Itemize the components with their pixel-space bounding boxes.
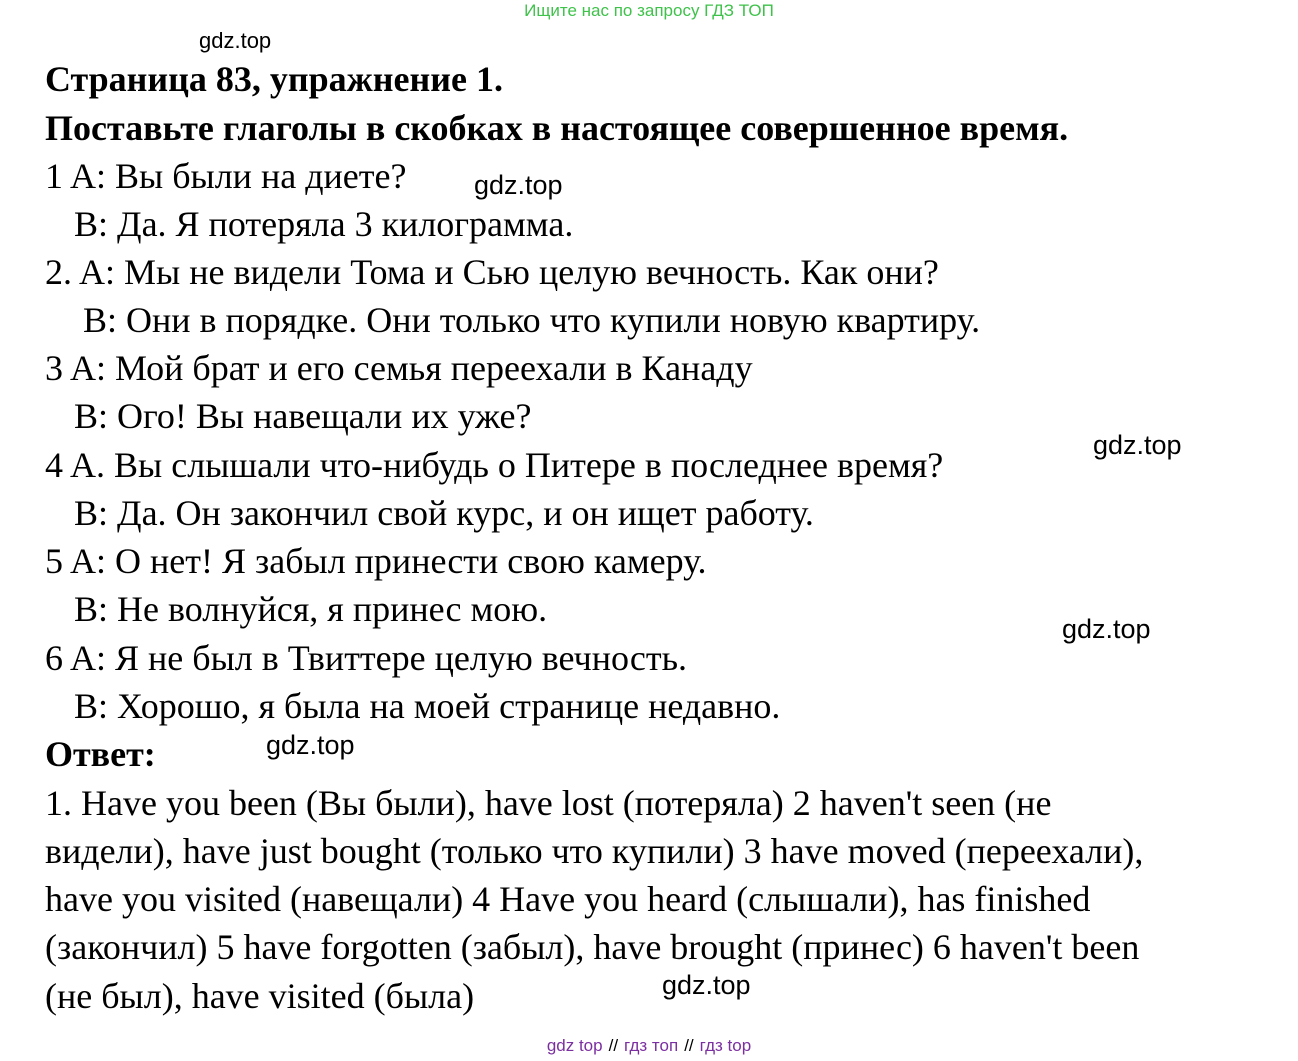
answer-line: (закончил) 5 have forgotten (забыл), have brought (принес) 6 haven't been [45,927,1140,967]
dialogue-line: 5 A: О нет! Я забыл принести свою камеру. [45,541,707,581]
dialogue-line: B: Не волнуйся, я принес мою. [74,589,548,629]
footer-separator: // [684,1036,694,1055]
footer-link-gdz-top-ru[interactable]: гдз топ [624,1036,679,1055]
watermark: gdz.top [1062,614,1151,644]
dialogue-line: B: Хорошо, я была на моей странице недавно. [74,686,781,726]
watermark: gdz.top [474,170,563,200]
dialogue-line: 3 A: Мой брат и его семья переехали в Канаду [45,348,753,388]
watermark: gdz.top [662,970,751,1000]
answer-line: 1. Have you been (Вы были), have lost (потеряла) 2 haven't seen (не [45,783,1052,823]
watermark: gdz.top [1093,430,1182,460]
watermark: gdz.top [266,730,355,760]
dialogue-line: 1 A: Вы были на диете? [45,156,407,196]
dialogue-line: B: Они в порядке. Они только что купили новую квартиру. [83,300,981,340]
instruction: Поставьте глаголы в скобках в настоящее совершенное время. [45,108,1069,148]
answer-line: (не был), have visited (была) [45,976,475,1016]
dialogue-line: B: Ого! Вы навещали их уже? [74,396,532,436]
page-title: Страница 83, упражнение 1. [45,59,503,99]
dialogue-line: B: Да. Он закончил свой курс, и он ищет работу. [74,493,814,533]
footer-separator: // [608,1036,619,1055]
dialogue-line: 4 A. Вы слышали что-нибудь о Питере в последнее время? [45,445,944,485]
footer-link-gdz-top-mixed[interactable]: гдз top [699,1036,752,1055]
answer-line: have you visited (навещали) 4 Have you heard (слышали), has finished [45,879,1091,919]
dialogue-line: 2. A: Мы не видели Тома и Сью целую вечность. Как они? [45,252,939,292]
dialogue-line: 6 A: Я не был в Твиттере целую вечность. [45,638,687,678]
footer-link-gdz-top[interactable]: gdz top [546,1036,603,1055]
top-banner[interactable]: Ищите нас по запросу ГДЗ ТОП [524,1,774,20]
watermark: gdz.top [199,28,272,53]
dialogue-line: B: Да. Я потеряла 3 килограмма. [74,204,574,244]
footer-links [0,1036,1298,1056]
answer-label: Ответ: [45,734,156,774]
answer-line: видели), have just bought (только что купили) 3 have moved (переехали), [45,831,1144,871]
